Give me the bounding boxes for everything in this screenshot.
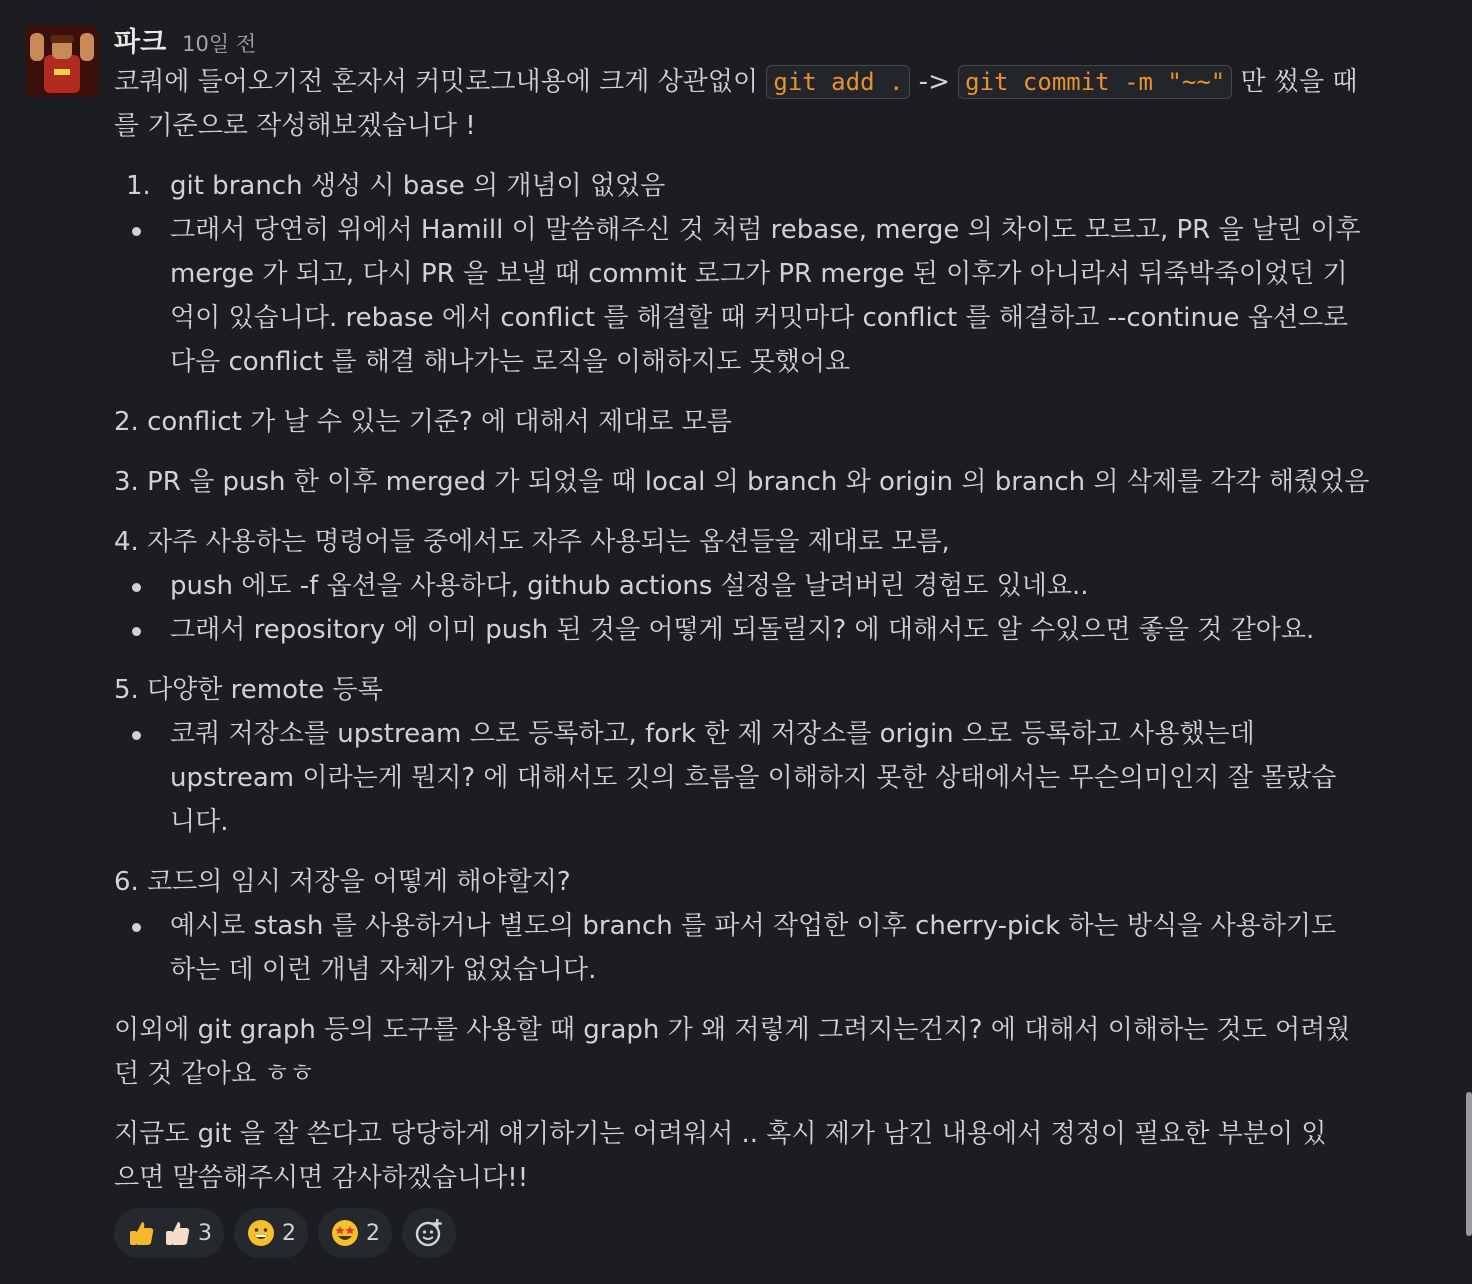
bullet-line: 코쿼 저장소를 upstream 으로 등록하고, fork 한 제 저장소를 origin 으로 등록하고 사용했는데 xyxy=(170,719,1255,749)
intro-text: 만 썼을 때 xyxy=(1232,67,1358,97)
inline-code: git add . xyxy=(766,65,910,99)
timestamp[interactable]: 10일 전 xyxy=(182,32,257,56)
list-item: 3. PR 을 push 한 이후 merged 가 되었을 때 local 의 branch 와 origin 의 branch 의 삭제를 각각 해줬었음 xyxy=(114,467,1370,497)
intro-arrow: -> xyxy=(910,67,959,97)
bullet-dot xyxy=(132,583,141,592)
avatar[interactable] xyxy=(26,25,98,97)
message-body xyxy=(114,20,1432,1200)
bullet-line: 니다. xyxy=(170,807,229,837)
bullet-line: 예시로 stash 를 사용하거나 별도의 branch 를 파서 작업한 이후 cherry-pick 하는 방식을 사용하기도 xyxy=(170,911,1337,941)
outro-line: 지금도 git 을 잘 쓴다고 당당하게 얘기하기는 어려워서 .. 혹시 제가 남긴 내용에서 정정이 필요한 부분이 있 xyxy=(114,1119,1327,1149)
inline-code: git commit -m "~~" xyxy=(958,65,1232,99)
bullet-dot xyxy=(132,731,141,740)
thumbs-up-light-icon xyxy=(162,1218,192,1248)
intro-line2: 를 기준으로 작성해보겠습니다 ! xyxy=(114,111,476,141)
list-item: 5. 다양한 remote 등록 xyxy=(114,675,383,705)
reaction-count: 2 xyxy=(366,1220,380,1246)
reaction-thumbs-up[interactable] xyxy=(114,1208,224,1258)
reaction-grinning[interactable] xyxy=(234,1208,308,1258)
bullet-item xyxy=(114,208,1432,384)
list-item-text: git branch 생성 시 base 의 개념이 없었음 xyxy=(170,171,666,201)
bullet-line: merge 가 되고, 다시 PR 을 보낼 때 commit 로그가 PR merge 된 이후가 아니라서 뒤죽박죽이었던 기 xyxy=(170,259,1348,289)
bullet-line: upstream 이라는게 뭔지? 에 대해서도 깃의 흐름을 이해하지 못한 상태에서는 무슨의미인지 잘 몰랐습 xyxy=(170,763,1337,793)
bullet-item xyxy=(114,904,1432,992)
list-item: 4. 자주 사용하는 명령어들 중에서도 자주 사용되는 옵션들을 제대로 모름, xyxy=(114,527,950,557)
add-reaction-button[interactable] xyxy=(402,1208,456,1258)
intro-text: 코쿼에 들어오기전 혼자서 커밋로그내용에 크게 상관없이 xyxy=(114,67,767,97)
scrollbar[interactable] xyxy=(1466,1092,1472,1236)
bullet-dot xyxy=(132,923,141,932)
list-item: 6. 코드의 임시 저장을 어떻게 해야할지? xyxy=(114,867,571,897)
reaction-count: 2 xyxy=(282,1220,296,1246)
list-item: 2. conflict 가 날 수 있는 기준? 에 대해서 제대로 모름 xyxy=(114,407,732,437)
list-item xyxy=(114,164,1432,208)
bullet-line: 다음 conflict 를 해결 해나가는 로직을 이해하지도 못했어요 xyxy=(170,347,851,377)
bullet-line: 하는 데 이런 개념 자체가 없었습니다. xyxy=(170,955,597,985)
bullet-line: push 에도 -f 옵션을 사용하다, github actions 설정을 날려버린 경험도 있네요.. xyxy=(170,571,1089,601)
bullet-item xyxy=(114,712,1432,844)
list-number: 1. xyxy=(126,171,151,201)
grinning-face-icon xyxy=(246,1218,276,1248)
message-header xyxy=(114,20,1432,60)
avatar-image xyxy=(26,25,98,97)
outro-line: 던 것 같아요 ㅎㅎ xyxy=(114,1059,315,1089)
reaction-count: 3 xyxy=(198,1220,212,1246)
reactions-bar xyxy=(114,1208,456,1258)
bullet-line: 억이 있습니다. rebase 에서 conflict 를 해결할 때 커밋마다 conflict 를 해결하고 --continue 옵션으로 xyxy=(170,303,1349,333)
add-reaction-icon xyxy=(414,1218,444,1248)
author-name[interactable]: 파크 xyxy=(114,27,167,58)
reaction-star-struck[interactable] xyxy=(318,1208,392,1258)
bullet-dot xyxy=(132,627,141,636)
outro-line: 이외에 git graph 등의 도구를 사용할 때 graph 가 왜 저렇게 그려지는건지? 에 대해서 이해하는 것도 어려웠 xyxy=(114,1015,1351,1045)
outro-line: 으면 말씀해주시면 감사하겠습니다!! xyxy=(114,1163,529,1193)
bullet-line: 그래서 repository 에 이미 push 된 것을 어떻게 되돌릴지? 에 대해서도 알 수있으면 좋을 것 같아요. xyxy=(170,615,1315,645)
bullet-line: 그래서 당연히 위에서 Hamill 이 말씀해주신 것 처럼 rebase, merge 의 차이도 모르고, PR 을 날린 이후 xyxy=(170,215,1361,245)
bullet-item xyxy=(114,564,1432,608)
thumbs-up-icon xyxy=(126,1218,156,1248)
intro-paragraph xyxy=(114,60,1432,104)
bullet-dot xyxy=(132,227,141,236)
bullet-item xyxy=(114,608,1432,652)
star-struck-icon xyxy=(330,1218,360,1248)
